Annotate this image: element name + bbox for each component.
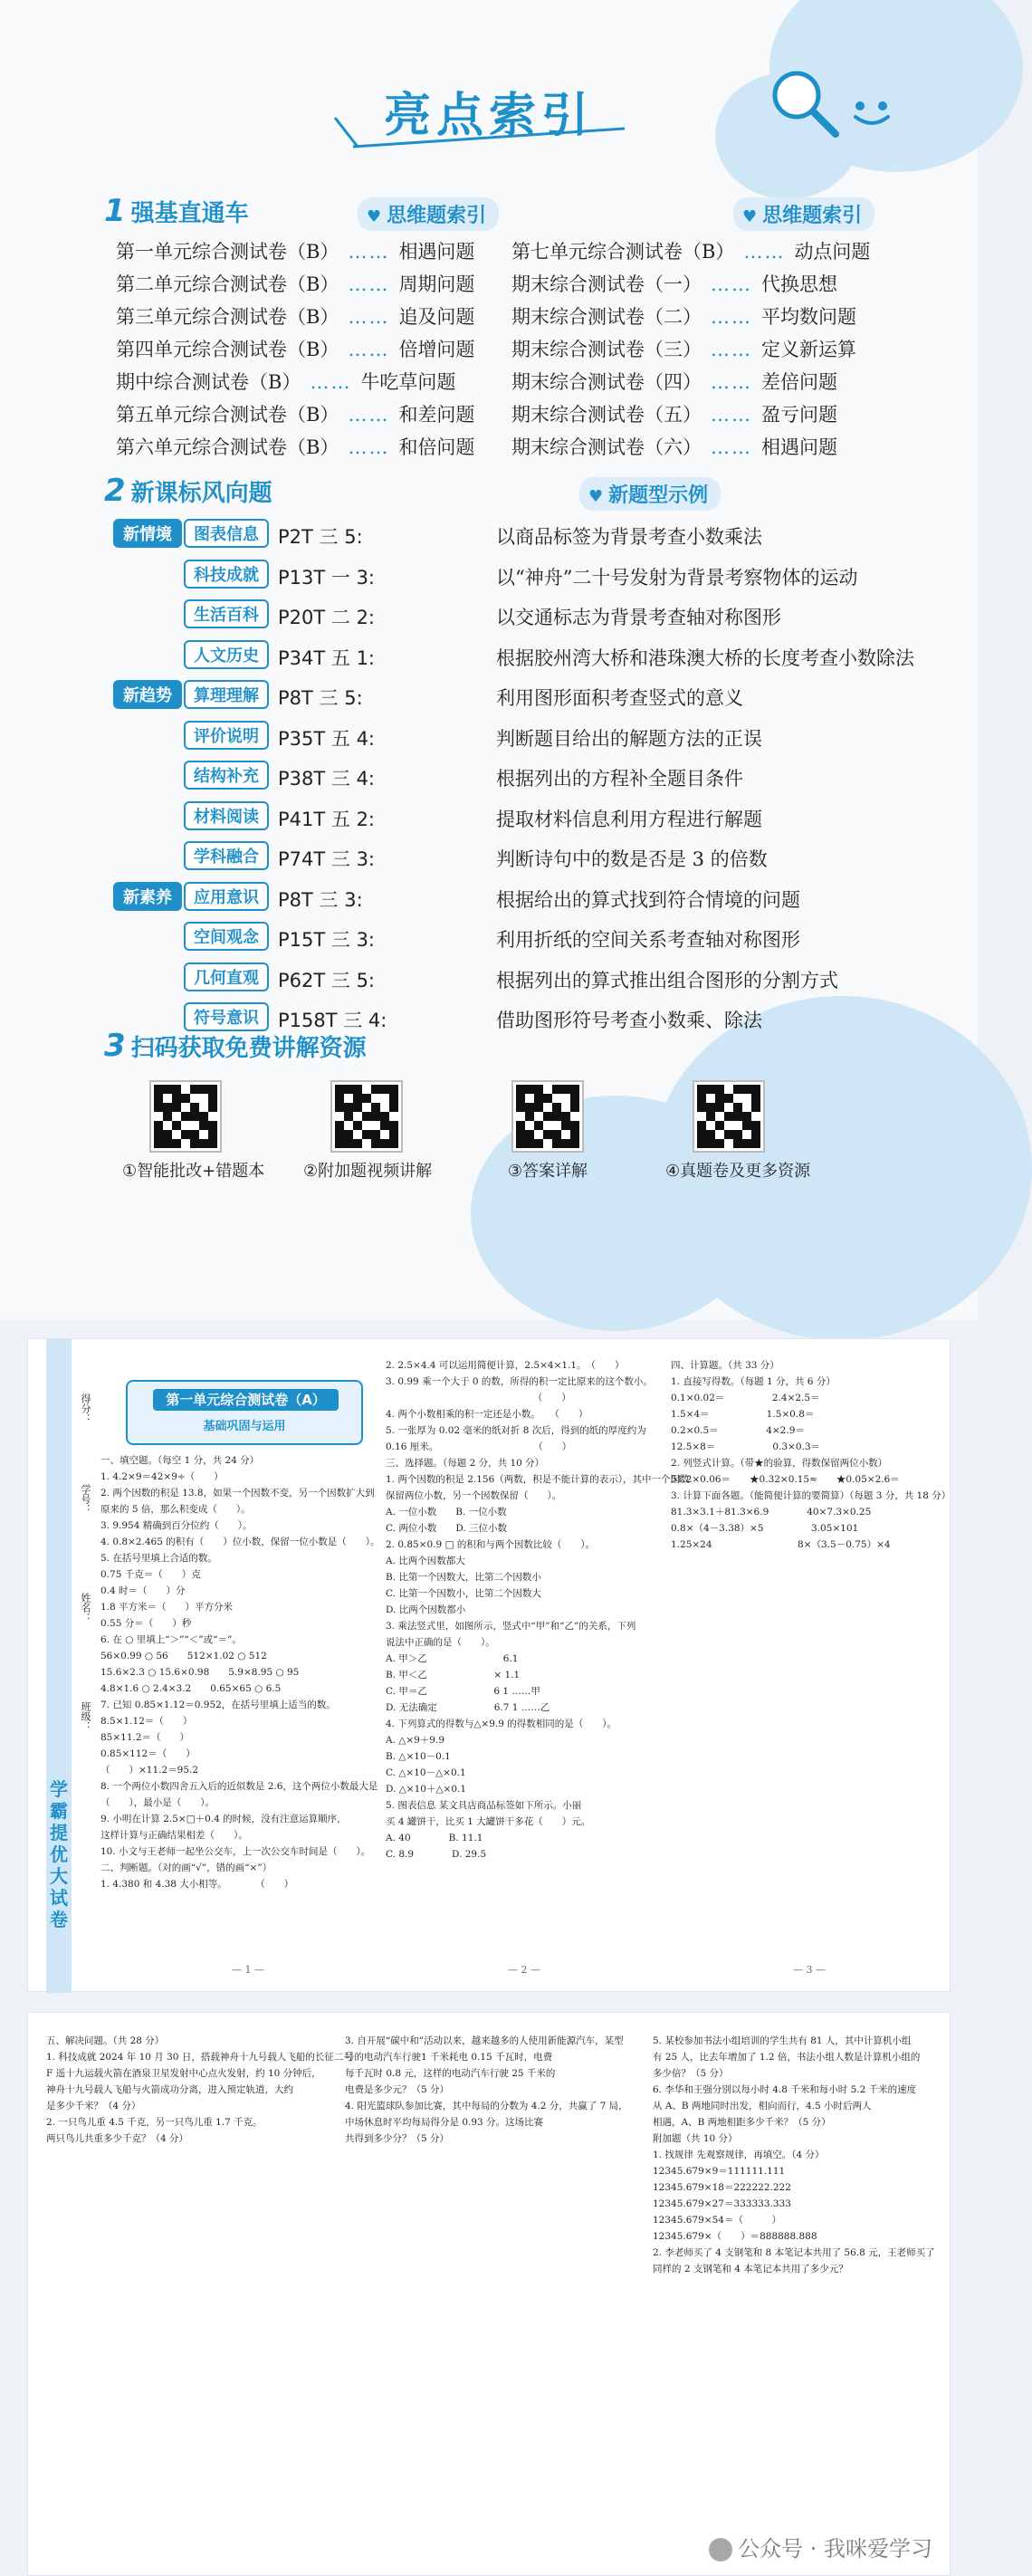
question-line: 1.8 平方米＝（ ）平方分米 [100, 1602, 234, 1613]
question-line: C. 甲＝乙 6 1 ……甲 [386, 1686, 540, 1697]
test-name: 期中综合测试卷（B） [116, 371, 301, 393]
subcategory-tag: 结构补充 [184, 761, 269, 790]
question-line: 1. 科技成就 2024 年 10 月 30 日，搭载神舟十九号载人飞船的长征二号 [46, 2052, 353, 2063]
question-line: 2. 0.85×0.9 □ 的积和与两个因数比较（ ）。 [386, 1539, 596, 1550]
test-sheet-page-2 [27, 2012, 951, 2576]
question-line: 15.6×2.3 ○ 15.6×0.98 5.9×8.95 ○ 95 [100, 1667, 300, 1678]
sheet1-column-3 [671, 1357, 951, 1553]
question-line: 中场休息时平均每局得分是 0.93 分。这场比赛 [345, 2117, 544, 2128]
leader-dots: …… [310, 371, 352, 393]
section-3-title: 扫码获取免费讲解资源 [130, 1035, 367, 1062]
category-tag: 新趋势 [113, 680, 182, 709]
index-page [0, 0, 978, 1320]
thinking-topic: 代换思想 [761, 273, 837, 295]
question-line: 4. 两个小数相乘的积一定还是小数。 （ ） [386, 1409, 588, 1420]
leader-dots: …… [711, 273, 752, 295]
wechat-logo-icon [709, 2538, 732, 2562]
qr-code-icon [332, 1082, 401, 1151]
example-description: 根据列出的算式推出组合图形的分割方式 [496, 969, 838, 991]
subcategory-tag: 科技成就 [184, 560, 269, 589]
question-line: 12345.679×（ ）＝888888.888 [653, 2231, 817, 2242]
question-line: 1. 4.2×9＝42×9÷（ ） [100, 1471, 224, 1482]
question-line: C. 两位小数 D. 三位小数 [386, 1523, 508, 1534]
test-name: 期末综合测试卷（五） [511, 404, 702, 426]
question-line: 3. 自开展“碳中和”活动以来，越来越多的人使用新能源汽车，某型 [345, 2035, 624, 2046]
qr-code-icon [513, 1082, 582, 1151]
question-line: 三、选择题。（每题 2 分，共 10 分） [386, 1458, 545, 1469]
qr-code-label: ①智能批改+错题本 [122, 1162, 265, 1181]
page-number-2: — 2 — [508, 1964, 540, 1976]
section-1-number: 1 [104, 193, 126, 229]
question-line: 0.4 时＝（ ）分 [100, 1585, 186, 1596]
question-line: A. 甲＞乙 6.1 [386, 1653, 519, 1664]
thinking-topic: 相遇问题 [398, 241, 475, 263]
example-description: 判断题目给出的解题方法的正误 [496, 727, 762, 750]
test-name: 第四单元综合测试卷（B） [116, 339, 339, 360]
example-description: 借助图形符号考查小数乘、除法 [496, 1010, 762, 1031]
question-line: 是多少千米？（4 分） [46, 2101, 141, 2112]
question-line: 一、填空题。（每空 1 分，共 24 分） [100, 1455, 260, 1466]
section-1-heading [104, 193, 249, 229]
question-line: 原来的 5 倍，那么积变成（ ）。 [100, 1504, 251, 1515]
page-number-1: — 1 — [232, 1964, 264, 1976]
question-line: 9. 小明在计算 2.5×□＋0.4 的时候，没有注意运算顺序， [100, 1814, 347, 1824]
test-subtitle: 基础巩固与运用 [203, 1420, 286, 1433]
question-line: 0.1×0.02＝ 2.4×2.5＝ [671, 1393, 820, 1403]
question-line: 相遇，A、B 两地相距多少千米？（5 分） [653, 2117, 831, 2128]
example-description: 利用图形面积考查竖式的意义 [496, 687, 743, 709]
thinking-topic: 和倍问题 [398, 436, 475, 458]
leader-dots: …… [348, 339, 390, 360]
thinking-topic: 牛吃草问题 [360, 371, 456, 393]
sheet2-column-1 [46, 2033, 353, 2147]
question-line: 3. 计算下面各题。（能简便计算的要简算）（每题 3 分，共 18 分） [671, 1490, 951, 1501]
qr-code-icon [694, 1082, 763, 1151]
new-type-example-label: ♥ 新题型示例 [579, 477, 721, 511]
question-line: 共得到多少分？（5 分） [345, 2133, 450, 2144]
qr-code-label: ③答案详解 [507, 1162, 588, 1181]
student-name-field: 姓名： [80, 1593, 91, 1623]
page-reference: P35T 五 4: [278, 727, 375, 750]
page-title: 亮点索引 [383, 89, 594, 143]
question-line: A. 比两个因数都大 [386, 1556, 465, 1566]
question-line: 买 4 罐饼干，比买 1 大罐饼干多花（ ）元。 [386, 1816, 591, 1827]
question-line: 2. 2.5×4.4 可以运用简便计算，2.5×4×1.1。 （ ） [386, 1360, 625, 1371]
thinking-index-row [511, 368, 837, 395]
leader-dots: …… [348, 436, 390, 458]
subcategory-tag: 应用意识 [184, 882, 269, 911]
question-line: 号的电动汽车行驶1 千米耗电 0.15 千瓦时，电费 [345, 2052, 553, 2063]
thinking-topic: 追及问题 [398, 306, 475, 328]
question-line: 1.5×4＝ 1.5×0.8＝ [671, 1409, 815, 1420]
thinking-index-row [116, 335, 474, 362]
question-line: 2. 列竖式计算。（带★的验算，得数保留两位小数） [671, 1458, 888, 1469]
question-line: 5. 在括号里填上合适的数。 [100, 1553, 217, 1564]
question-line: 85×11.2＝（ ） [100, 1732, 190, 1743]
thinking-index-row [511, 433, 837, 460]
section-2-heading [104, 473, 272, 509]
question-line: B. 比第一个因数大，比第二个因数小 [386, 1572, 541, 1583]
question-line: 每千瓦时 0.8 元，这样的电动汽车行驶 25 千米的 [345, 2068, 556, 2079]
qr-code-icon [151, 1082, 220, 1151]
thinking-index-row [511, 237, 870, 264]
example-description: 利用折纸的空间关系考查轴对称图形 [496, 929, 800, 951]
thinking-topic: 差倍问题 [761, 371, 837, 393]
subcategory-tag: 空间观念 [184, 922, 269, 951]
question-line: 3. 乘法竖式里，如图所示，竖式中“甲”和“乙”的关系，下列 [386, 1621, 636, 1632]
thinking-index-row [116, 433, 474, 460]
question-line: 12345.679×54＝（ ） [653, 2215, 781, 2226]
question-line: 12345.679×27＝333333.333 [653, 2198, 791, 2209]
question-line: 两只鸟儿共重多少千克？（4 分） [46, 2133, 189, 2144]
test-name: 期末综合测试卷（一） [511, 273, 702, 295]
question-line: （ ） [386, 1393, 571, 1403]
magnifier-icon [765, 63, 846, 145]
question-line: 从 A、B 两地同时出发，相向而行，4.5 小时后两人 [653, 2101, 872, 2112]
question-line: 说法中正确的是（ ）。 [386, 1637, 495, 1648]
question-line: 12.5×8＝ 0.3×0.3＝ [671, 1441, 821, 1452]
leader-dots: …… [348, 273, 390, 295]
question-line: 神舟十九号载人飞船与火箭成功分离，进入预定轨道，大约 [46, 2084, 293, 2095]
page-reference: P74T 三 3: [278, 848, 375, 870]
question-line: 3. 0.99 乘一个大于 0 的数，所得的积一定比原来的这个数小。 [386, 1376, 653, 1387]
question-line: 12345.679×9＝111111.111 [653, 2166, 786, 2177]
question-line: 6. 在 ○ 里填上“＞”“＜”或“＝”。 [100, 1634, 242, 1645]
section-1-title: 强基直通车 [130, 200, 249, 227]
question-line: 4. 阳光篮球队参加比赛，其中每局的分数为 4.2 分，共赢了 7 局， [345, 2101, 628, 2112]
question-line: 8. 一个两位小数四舍五入后的近似数是 2.6，这个两位小数最大是 [100, 1781, 378, 1792]
example-description: 提取材料信息利用方程进行解题 [496, 808, 762, 830]
thinking-index-row [116, 368, 455, 395]
question-line: 5. 一张厚为 0.02 毫米的纸对折 8 次后，得到的纸的厚度约为 [386, 1425, 646, 1436]
section-2-number: 2 [104, 473, 126, 509]
subcategory-tag: 几何直观 [184, 962, 269, 991]
example-description: 以交通标志为背景考查轴对称图形 [496, 607, 781, 628]
question-line: 二、判断题。（对的画“√”，错的画“×”） [100, 1863, 272, 1873]
test-name: 第六单元综合测试卷（B） [116, 436, 339, 458]
thinking-topic: 倍增问题 [398, 339, 475, 360]
question-line: B. 甲＜乙 × 1.1 [386, 1670, 521, 1681]
thinking-index-row [511, 335, 856, 362]
question-line: 0.75 千克＝（ ）克 [100, 1569, 201, 1580]
question-line: 多少倍？（5 分） [653, 2068, 729, 2079]
example-description: 判断诗句中的数是否是 3 的倍数 [496, 848, 768, 870]
question-line: C. 比第一个因数小，比第二个因数大 [386, 1588, 541, 1599]
test-name: 期末综合测试卷（六） [511, 436, 702, 458]
question-line: D. 无法确定 6.7 1 ……乙 [386, 1702, 550, 1713]
sheet2-column-2 [345, 2033, 635, 2147]
subcategory-tag: 材料阅读 [184, 801, 269, 830]
question-line: 四、计算题。（共 33 分） [671, 1360, 779, 1371]
question-line: 2. 一只鸟儿重 4.5 千克，另一只鸟儿重 1.7 千克。 [46, 2117, 263, 2128]
question-line: 附加题（共 10 分） [653, 2133, 738, 2144]
subcategory-tag: 算理理解 [184, 680, 269, 709]
watermark [709, 2531, 932, 2562]
thinking-topic: 平均数问题 [761, 306, 856, 328]
question-line: （ ），最小是（ ）。 [100, 1797, 215, 1808]
thinking-index-label-right: ♥ 思维题索引 [733, 197, 874, 231]
question-line: 5. 图表信息 某文具店商品标签如下所示。小丽 [386, 1800, 582, 1811]
question-line: 1. 两个因数的积是 2.156（两数，积是不能计算的表示），其中一个因数 [386, 1474, 690, 1485]
test-name: 期末综合测试卷（四） [511, 371, 702, 393]
watermark-text: 公众号 · 我咪爱学习 [738, 2536, 932, 2562]
question-line: 4.8×1.6 ○ 2.4×3.2 0.65×65 ○ 6.5 [100, 1683, 282, 1694]
question-line: F 遥十九运载火箭在酒泉卫星发射中心点火发射，约 10 分钟后， [46, 2068, 321, 2079]
example-description: 根据胶州湾大桥和港珠澳大桥的长度考查小数除法 [496, 646, 914, 669]
leader-dots: …… [711, 306, 752, 328]
question-line: 0.85×112＝（ ） [100, 1748, 196, 1759]
page-reference: P20T 二 2: [278, 607, 375, 628]
question-line: B. △×10－0.1 [386, 1751, 451, 1762]
question-line: （ ）×11.2＝95.2 [100, 1765, 199, 1776]
qr-code-item [303, 1082, 433, 1182]
question-line: A. △×9＋9.9 [386, 1735, 445, 1746]
section-2-title: 新课标风向题 [130, 480, 272, 507]
subcategory-tag: 人文历史 [184, 640, 269, 669]
leader-dots: …… [348, 404, 390, 426]
page-reference: P62T 三 5: [278, 969, 375, 991]
thinking-topic: 相遇问题 [761, 436, 837, 458]
question-line: D. △×10＋△×0.1 [386, 1784, 467, 1795]
thinking-index-row [116, 270, 474, 297]
sheet1-column-2 [386, 1357, 690, 1863]
question-line: 81.3×3.1＋81.3×6.9 40×7.3×0.25 [671, 1507, 872, 1518]
page-number-3: — 3 — [793, 1964, 826, 1976]
question-line: 8.5×1.12＝（ ） [100, 1716, 193, 1727]
thinking-index-row [116, 302, 474, 330]
question-line: 5. 某校参加书法小组培训的学生共有 81 人，其中计算机小组 [653, 2035, 912, 2046]
question-line: 1.25×24 8×（3.5－0.75）×4 [671, 1539, 891, 1550]
thinking-topic: 定义新运算 [761, 339, 856, 360]
thinking-topic: 和差问题 [398, 404, 475, 426]
question-line: 7. 已知 0.85×1.12＝0.952，在括号里填上适当的数。 [100, 1700, 336, 1710]
category-tag: 新情境 [113, 519, 182, 548]
qr-code-item [665, 1082, 811, 1182]
page-reference: P13T 一 3: [278, 566, 375, 589]
test-name: 期末综合测试卷（三） [511, 339, 702, 360]
test-name: 第二单元综合测试卷（B） [116, 273, 339, 295]
example-description: 根据列出的方程补全题目条件 [496, 768, 743, 790]
subcategory-tag: 图表信息 [184, 519, 269, 548]
sheet1-column-1 [100, 1452, 380, 1892]
thinking-topic: 动点问题 [794, 241, 871, 263]
thinking-index-row [116, 400, 474, 427]
question-line: 0.2×0.5＝ 4×2.9＝ [671, 1425, 805, 1436]
category-tag: 新素养 [113, 882, 182, 911]
question-line: 这样计算与正确结果相差（ ）。 [100, 1830, 248, 1841]
leader-dots: …… [711, 404, 752, 426]
question-line: 1. 4.380 和 4.38 大小相等。 （ ） [100, 1879, 294, 1890]
leader-dots: …… [711, 436, 752, 458]
page-reference: P8T 三 5: [278, 687, 363, 709]
thinking-index-row [116, 237, 474, 264]
example-description: 以“神舟”二十号发射为背景考察物体的运动 [496, 566, 858, 589]
qr-code-item [122, 1082, 265, 1182]
test-sheet-page-1 [27, 1338, 951, 1992]
qr-code-item [484, 1082, 611, 1182]
thinking-index-row [511, 270, 837, 297]
test-name: 第一单元综合测试卷（B） [116, 241, 339, 263]
thinking-index-label-left: ♥ 思维题索引 [358, 197, 499, 231]
qr-code-label: ④真题卷及更多资源 [665, 1162, 811, 1181]
question-line: D. 比两个因数都小 [386, 1604, 466, 1615]
page-reference: P2T 三 5: [278, 526, 363, 548]
test-name: 第五单元综合测试卷（B） [116, 404, 339, 426]
question-line: 10. 小文与王老师一起坐公交车，上一次公交车时间是（ ）。 [100, 1846, 371, 1857]
class-field: 班级： [80, 1701, 91, 1731]
subcategory-tag: 学科融合 [184, 841, 269, 870]
thinking-index-row [511, 302, 856, 330]
spine-title: 学霸提优大试卷 [50, 1778, 68, 1930]
example-description: 根据给出的算式找到符合情境的问题 [496, 888, 800, 911]
leader-dots: …… [711, 339, 752, 360]
leader-dots: …… [743, 241, 786, 263]
page-reference: P38T 三 4: [278, 768, 375, 790]
page-reference: P158T 三 4: [278, 1010, 387, 1031]
question-line: 51.2×0.06＝ ★0.32×0.15≈ ★0.05×2.6＝ [671, 1474, 900, 1485]
page-reference: P15T 三 3: [278, 929, 375, 951]
subcategory-tag: 生活百科 [184, 599, 269, 628]
question-line: 电费是多少元？（5 分） [345, 2084, 450, 2095]
page-reference: P34T 五 1: [278, 646, 375, 669]
test-name: 第三单元综合测试卷（B） [116, 306, 339, 328]
question-line: A. 40 B. 11.1 [386, 1833, 483, 1843]
question-line: 56×0.99 ○ 56 512×1.02 ○ 512 [100, 1651, 267, 1661]
student-number-field: 学号： [80, 1484, 91, 1514]
page-reference: P41T 五 2: [278, 808, 375, 830]
question-line: 1. 找规律 先观察规律，再填空。（4 分） [653, 2150, 825, 2160]
subcategory-tag: 评价说明 [184, 721, 269, 750]
section-3-number: 3 [104, 1028, 126, 1064]
test-title-banner [126, 1380, 363, 1445]
score-field: 得分： [80, 1393, 91, 1423]
question-line: 2. 李老师买了 4 支钢笔和 8 本笔记本共用了 56.8 元，王老师买了 [653, 2247, 935, 2258]
thinking-index-row [511, 400, 837, 427]
question-line: 4. 0.8×2.465 的积有（ ）位小数，保留一位小数是（ ）。 [100, 1537, 380, 1547]
question-line: 保留两位小数，另一个因数保留（ ）。 [386, 1490, 562, 1501]
example-description: 以商品标签为背景考查小数乘法 [496, 526, 762, 548]
thinking-topic: 盈亏问题 [761, 404, 837, 426]
leader-dots: …… [711, 371, 752, 393]
question-line: 3. 9.954 精确到百分位约（ ）。 [100, 1520, 253, 1531]
question-line: C. △×10－△×0.1 [386, 1767, 466, 1778]
test-title: 第一单元综合测试卷（A） [153, 1389, 339, 1411]
test-name: 第七单元综合测试卷（B） [511, 241, 735, 263]
question-line: 2. 两个因数的积是 13.8，如果一个因数不变，另一个因数扩大到 [100, 1488, 375, 1499]
section-3-heading [104, 1028, 367, 1064]
test-name: 期末综合测试卷（二） [511, 306, 702, 328]
qr-code-label: ②附加题视频讲解 [303, 1162, 433, 1181]
question-line: 1. 直接写得数。（每题 1 分，共 6 分） [671, 1376, 836, 1387]
sheet2-column-3 [653, 2033, 938, 2277]
question-line: 4. 下列算式的得数与△×9.9 的得数相同的是（ ）。 [386, 1719, 617, 1729]
thinking-topic: 周期问题 [398, 273, 475, 295]
question-line: 有 25 人，比去年增加了 1.2 倍，书法小组人数是计算机小组的 [653, 2052, 921, 2063]
question-line: 6. 李华和王强分别以每小时 4.8 千米和每小时 5.2 千米的速度 [653, 2084, 917, 2095]
question-line: C. 8.9 D. 29.5 [386, 1849, 487, 1860]
subcategory-tag: 符号意识 [184, 1002, 269, 1031]
question-line: 0.8×（4－3.38）×5 3.05×101 [671, 1523, 859, 1534]
question-line: 12345.679×18＝222222.222 [653, 2182, 791, 2193]
question-line: 0.55 分＝（ ）秒 [100, 1618, 192, 1629]
question-line: 五、解决问题。（共 28 分） [46, 2035, 165, 2046]
question-line: 同样的 2 支钢笔和 4 本笔记本共用了多少元？ [653, 2264, 848, 2274]
question-line: A. 一位小数 B. 一位小数 [386, 1507, 507, 1518]
question-line: 0.16 厘米。 （ ） [386, 1441, 572, 1452]
page-reference: P8T 三 3: [278, 888, 363, 911]
smiley-face-icon [846, 95, 910, 131]
leader-dots: …… [348, 306, 390, 328]
leader-dots: …… [348, 241, 390, 263]
